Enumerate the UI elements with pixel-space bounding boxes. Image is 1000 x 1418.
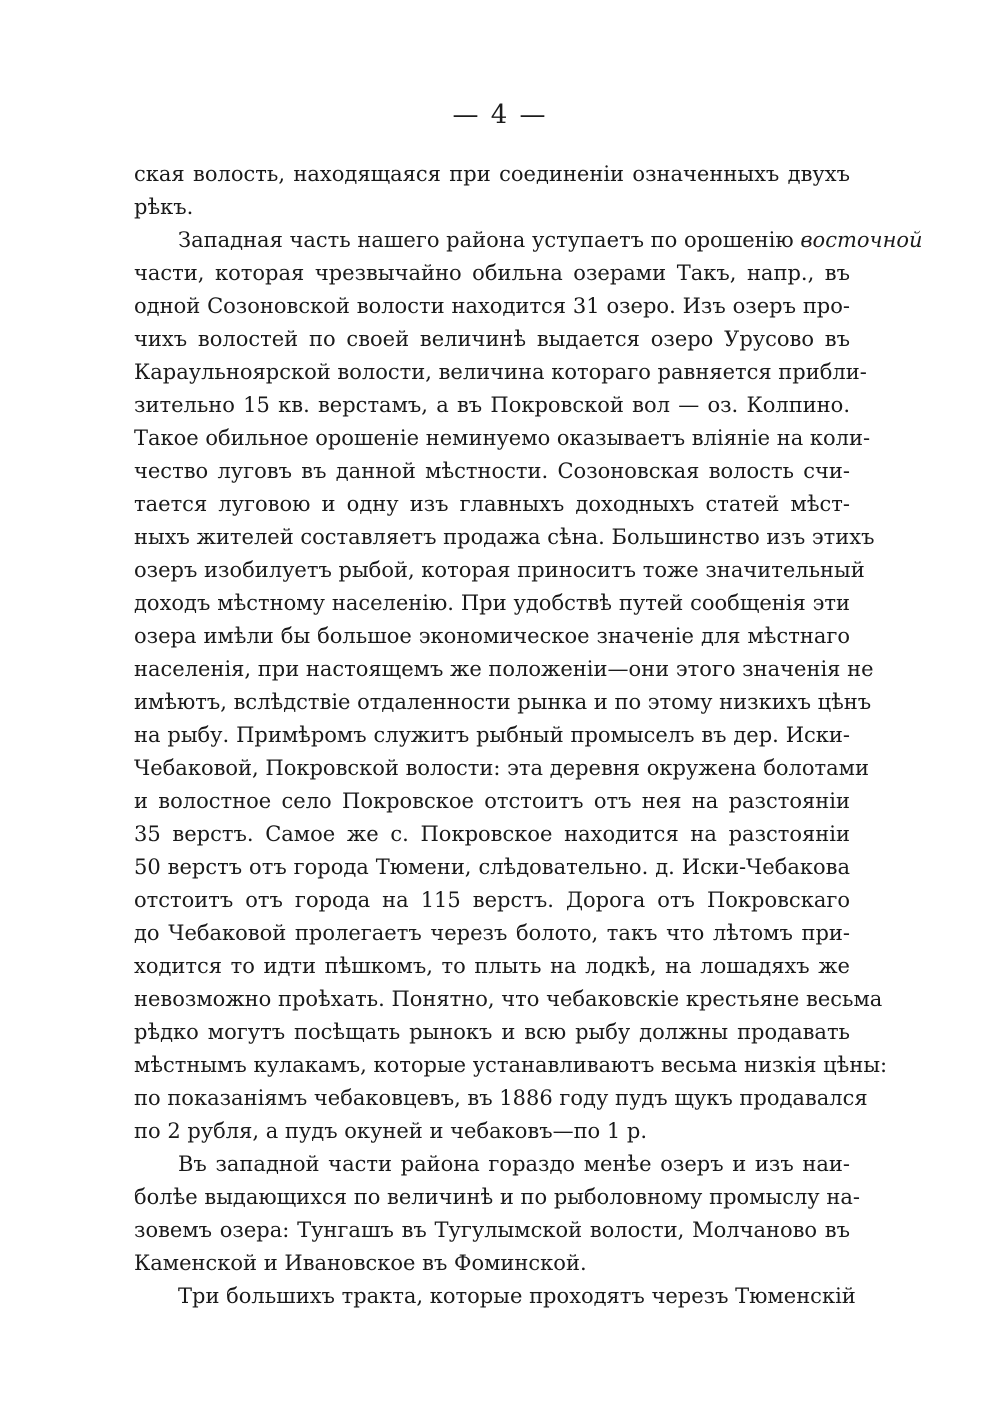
- text-line: 50 верстъ отъ города Тюмени, слѣдовательно. д. Иски-Чебакова: [134, 855, 850, 879]
- text-line: и волостное село Покровское отстоитъ отъ нея на разстояніи: [134, 789, 850, 813]
- text-line: зительно 15 кв. верстамъ, а въ Покровской вол — оз. Колпино.: [134, 393, 850, 417]
- text-line: мѣстнымъ кулакамъ, которые устанавливаютъ весьма низкія цѣны:: [134, 1053, 888, 1077]
- page-number: — 4 —: [452, 100, 548, 130]
- text-line: части, которая чрезвычайно обильна озерами Такъ, напр., въ: [134, 261, 850, 285]
- text-line: населенія, при настоящемъ же положеніи—они этого значенія не: [134, 657, 874, 681]
- paragraph-first-line: Три большихъ тракта, которые проходятъ черезъ Тюменскій: [178, 1284, 856, 1308]
- text-line: до Чебаковой пролегаетъ черезъ болото, такъ что лѣтомъ при-: [134, 921, 850, 945]
- text-line: чихъ волостей по своей величинѣ выдается озеро Урусово въ: [134, 327, 850, 351]
- text-line: болѣе выдающихся по величинѣ и по рыболовному промыслу на-: [134, 1185, 860, 1209]
- italic-emphasis: восточной: [800, 228, 923, 252]
- text-line: доходъ мѣстному населенію. При удобствѣ путей сообщенія эти: [134, 591, 850, 615]
- text-line: озеръ изобилуетъ рыбой, которая приноситъ тоже значительный: [134, 558, 865, 582]
- text-line: одной Созоновской волости находится 31 озеро. Изъ озеръ про-: [134, 294, 850, 318]
- text-line: тается луговою и одну изъ главныхъ доходныхъ статей мѣст-: [134, 492, 850, 516]
- text-line: рѣдко могутъ посѣщать рынокъ и всю рыбу должны продавать: [134, 1020, 850, 1044]
- text-line: отстоитъ отъ города на 115 верстъ. Дорога отъ Покровскаго: [134, 888, 850, 912]
- text-line: невозможно проѣхать. Понятно, что чебаковскіе крестьяне весьма: [134, 987, 883, 1011]
- body-text: [134, 158, 923, 1313]
- text-line: зовемъ озера: Тунгашъ въ Тугулымской волости, Молчаново въ: [134, 1218, 850, 1242]
- text-line: ныхъ жителей составляетъ продажа сѣна. Большинство изъ этихъ: [134, 525, 875, 549]
- paragraph-first-line: [134, 224, 923, 257]
- text-line: озера имѣли бы большое экономическое значеніе для мѣстнаго: [134, 624, 850, 648]
- text-line: ская волость, находящаяся при соединеніи означенныхъ двухъ: [134, 162, 850, 186]
- text-line: по 2 рубля, а пудъ окуней и чебаковъ—по 1 р.: [134, 1119, 648, 1143]
- text-span: Западная часть нашего района уступаетъ по орошенію: [178, 228, 801, 252]
- text-line: имѣютъ, вслѣдствіе отдаленности рынка и по этому низкихъ цѣнъ: [134, 690, 872, 714]
- text-line: Такое обильное орошеніе неминуемо оказываетъ вліяніе на коли-: [134, 426, 871, 450]
- text-line: ходится то идти пѣшкомъ, то плыть на лодкѣ, на лошадяхъ же: [134, 954, 850, 978]
- text-line: 35 верстъ. Самое же с. Покровское находится на разстояніи: [134, 822, 850, 846]
- text-line: Чебаковой, Покровской волости: эта деревня окружена болотами: [134, 756, 869, 780]
- text-line: рѣкъ.: [134, 195, 194, 219]
- text-line: на рыбу. Примѣромъ служитъ рыбный промыселъ въ дер. Иски-: [134, 723, 850, 747]
- paragraph-first-line: Въ западной части района гораздо менѣе озеръ и изъ наи-: [178, 1152, 850, 1176]
- text-line: чество луговъ въ данной мѣстности. Созоновская волость счи-: [134, 459, 850, 483]
- text-line: Караульноярской волости, величина котораго равняется прибли-: [134, 360, 867, 384]
- text-line: Каменской и Ивановское въ Фоминской.: [134, 1251, 587, 1275]
- text-line: по показаніямъ чебаковцевъ, въ 1886 году пудъ щукъ продавался: [134, 1086, 868, 1110]
